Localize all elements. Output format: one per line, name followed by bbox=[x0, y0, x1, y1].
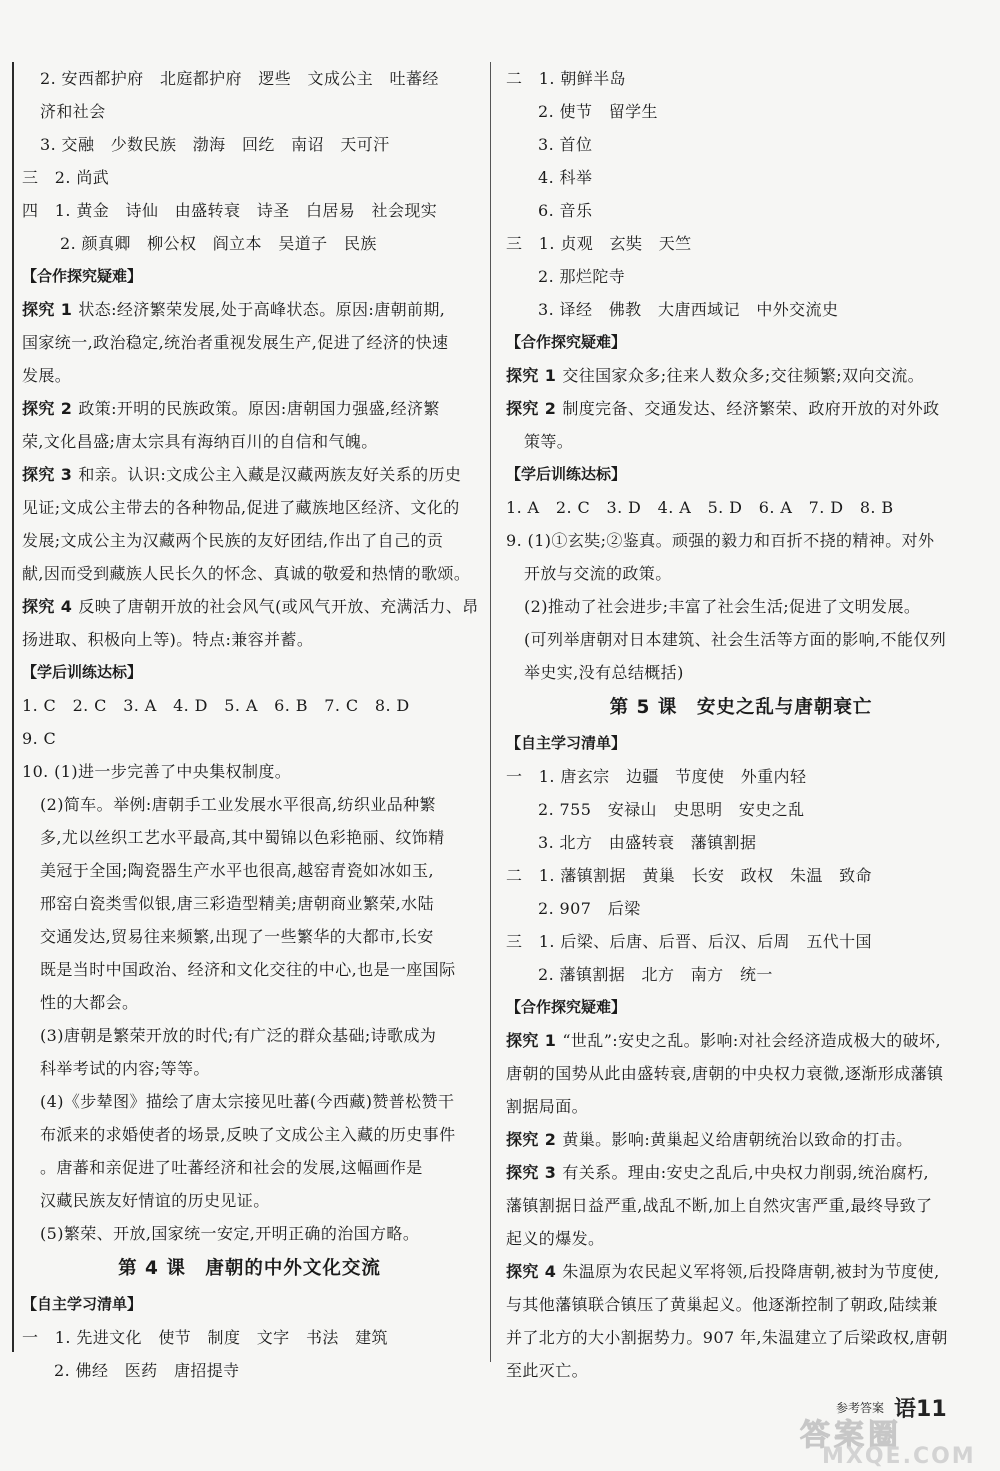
answer-line bbox=[22, 227, 477, 260]
answer-line bbox=[22, 1354, 477, 1387]
line-text: 6. 音乐 bbox=[538, 201, 593, 220]
line-text: 二 1. 朝鲜半岛 bbox=[506, 69, 626, 88]
answer-line bbox=[506, 958, 976, 991]
line-text: 2. 藩镇割据 北方 南方 统一 bbox=[538, 965, 773, 984]
line-text: 交往国家众多;往来人数众多;交往频繁;双向交流。 bbox=[562, 366, 925, 385]
answer-line bbox=[506, 194, 976, 227]
answer-line bbox=[506, 260, 976, 293]
line-text: 政策:开明的民族政策。原因:唐朝国力强盛,经济繁 bbox=[78, 399, 440, 418]
line-text: 有关系。理由:安史之乱后,中央权力削弱,统治腐朽, bbox=[562, 1163, 929, 1182]
answer-line bbox=[506, 623, 976, 656]
line-text: 第 5 课 安史之乱与唐朝衰亡 bbox=[609, 697, 873, 718]
line-text: 布派来的求婚使者的场景,反映了文成公主入藏的历史事件 bbox=[40, 1125, 456, 1144]
line-text: 三 1. 贞观 玄奘 天竺 bbox=[506, 234, 692, 253]
line-text: “世乱”:安史之乱。影响:对社会经济造成极大的破坏, bbox=[562, 1031, 941, 1050]
line-text: 并了北方的大小割据势力。907 年,朱温建立了后梁政权,唐朝 bbox=[506, 1328, 948, 1347]
inquiry-label: 探究 2 bbox=[22, 399, 73, 418]
line-text: 与其他藩镇联合镇压了黄巢起义。他逐渐控制了朝政,陆续兼 bbox=[506, 1295, 938, 1314]
line-text: 1. C 2. C 3. A 4. D 5. A 6. B 7. C 8. D bbox=[22, 696, 410, 715]
answer-line bbox=[22, 62, 477, 95]
answer-line bbox=[22, 425, 477, 458]
line-text: 多,尤以丝织工艺水平最高,其中蜀锦以色彩艳丽、纹饰精 bbox=[40, 828, 445, 847]
line-text: 1. A 2. C 3. D 4. A 5. D 6. A 7. D 8. B bbox=[506, 498, 894, 517]
line-text: 藩镇割据日益严重,战乱不断,加上自然灾害严重,最终导致了 bbox=[506, 1196, 933, 1215]
line-text: 见证;文成公主带去的各种物品,促进了藏族地区经济、文化的 bbox=[22, 498, 460, 517]
answer-line bbox=[22, 458, 477, 491]
line-text: 至此灭亡。 bbox=[506, 1361, 589, 1380]
line-text: 开放与交流的政策。 bbox=[524, 564, 672, 583]
answer-line bbox=[22, 557, 477, 590]
section-tag bbox=[506, 727, 976, 760]
answer-line bbox=[22, 1184, 477, 1217]
line-text: 既是当时中国政治、经济和文化交往的中心,也是一座国际 bbox=[40, 960, 456, 979]
line-text: 交通发达,贸易往来频繁,出现了一些繁华的大都市,长安 bbox=[40, 927, 434, 946]
section-tag bbox=[22, 656, 477, 689]
answer-line bbox=[22, 1118, 477, 1151]
answer-line bbox=[506, 1255, 976, 1288]
line-text: 科举考试的内容;等等。 bbox=[40, 1059, 210, 1078]
answer-line bbox=[22, 128, 477, 161]
answer-line bbox=[22, 986, 477, 1019]
line-text: 状态:经济繁荣发展,处于高峰状态。原因:唐朝前期, bbox=[78, 300, 446, 319]
answer-line bbox=[22, 1085, 477, 1118]
answer-line bbox=[22, 491, 477, 524]
line-text: 举史实,没有总结概括) bbox=[524, 663, 684, 682]
answer-line bbox=[22, 524, 477, 557]
watermark-text: 答案圈 bbox=[800, 1418, 902, 1453]
footer-label: 参考答案 bbox=[836, 1401, 885, 1415]
answer-line bbox=[506, 524, 976, 557]
line-text: 10. (1)进一步完善了中央集权制度。 bbox=[22, 762, 292, 781]
answer-line bbox=[506, 425, 976, 458]
section-tag bbox=[22, 260, 477, 293]
line-text: 反映了唐朝开放的社会风气(或风气开放、充满活力、昂 bbox=[78, 597, 479, 616]
right-column bbox=[506, 62, 976, 1387]
answer-line bbox=[22, 194, 477, 227]
answer-line bbox=[22, 920, 477, 953]
answer-line bbox=[506, 161, 976, 194]
answer-line bbox=[22, 590, 477, 623]
line-text: 二 1. 藩镇割据 黄巢 长安 政权 朱温 致命 bbox=[506, 866, 872, 885]
answer-line bbox=[22, 95, 477, 128]
answer-line bbox=[506, 590, 976, 623]
line-text: 美冠于全国;陶瓷器生产水平也很高,越窑青瓷如冰如玉, bbox=[40, 861, 434, 880]
line-text: 一 1. 先进文化 使节 制度 文字 书法 建筑 bbox=[22, 1328, 388, 1347]
inquiry-label: 探究 1 bbox=[22, 300, 73, 319]
line-text: (3)唐朝是繁荣开放的时代;有广泛的群众基础;诗歌成为 bbox=[40, 1026, 437, 1045]
answer-line bbox=[22, 326, 477, 359]
line-text: (4)《步辇图》描绘了唐太宗接见吐蕃(今西藏)赞普松赞干 bbox=[40, 1092, 455, 1111]
column-divider bbox=[490, 62, 491, 1362]
line-text: 扬进取、积极向上等)。特点:兼容并蓄。 bbox=[22, 630, 314, 649]
line-text: 9. (1)①玄奘;②鉴真。顽强的毅力和百折不挠的精神。对外 bbox=[506, 531, 935, 550]
answer-line bbox=[22, 689, 477, 722]
line-text: 4. 科举 bbox=[538, 168, 593, 187]
answer-line bbox=[506, 793, 976, 826]
line-text: 三 2. 尚武 bbox=[22, 168, 110, 187]
line-text: 2. 使节 留学生 bbox=[538, 102, 658, 121]
answer-line bbox=[506, 826, 976, 859]
left-column bbox=[22, 62, 477, 1387]
line-text: 第 4 课 唐朝的中外文化交流 bbox=[118, 1258, 381, 1279]
line-text: 制度完备、交通发达、经济繁荣、政府开放的对外政 bbox=[562, 399, 940, 418]
answer-line bbox=[22, 722, 477, 755]
line-text: (5)繁荣、开放,国家统一安定,开明正确的治国方略。 bbox=[40, 1224, 420, 1243]
answer-line bbox=[506, 1024, 976, 1057]
line-text: 3. 首位 bbox=[538, 135, 593, 154]
inquiry-label: 探究 1 bbox=[506, 1031, 557, 1050]
page-number: 语11 bbox=[894, 1397, 947, 1422]
line-text: 2. 907 后梁 bbox=[538, 899, 641, 918]
line-text: 2. 755 安禄山 史思明 安史之乱 bbox=[538, 800, 805, 819]
inquiry-label: 探究 3 bbox=[506, 1163, 557, 1182]
answer-line bbox=[22, 161, 477, 194]
answer-line bbox=[506, 1354, 976, 1387]
line-text: 荣,文化昌盛;唐太宗具有海纳百川的自信和气魄。 bbox=[22, 432, 378, 451]
line-text: 朱温原为农民起义军将领,后投降唐朝,被封为节度使, bbox=[562, 1262, 940, 1281]
answer-line bbox=[506, 859, 976, 892]
line-text: 【合作探究疑难】 bbox=[506, 998, 627, 1016]
answer-line bbox=[506, 1189, 976, 1222]
line-text: 2. 颜真卿 柳公权 阎立本 吴道子 民族 bbox=[60, 234, 377, 253]
answer-line bbox=[506, 1222, 976, 1255]
line-text: 汉藏民族友好情谊的历史见证。 bbox=[40, 1191, 270, 1210]
answer-line bbox=[506, 1090, 976, 1123]
answer-line bbox=[22, 788, 477, 821]
line-text: 唐朝的国势从此由盛转衰,唐朝的中央权力衰微,逐渐形成藩镇 bbox=[506, 1064, 944, 1083]
line-text: 邢窑白瓷类雪似银,唐三彩造型精美;唐朝商业繁荣,水陆 bbox=[40, 894, 434, 913]
answer-line bbox=[22, 953, 477, 986]
lesson-heading bbox=[22, 1250, 477, 1288]
line-text: 【合作探究疑难】 bbox=[22, 267, 143, 285]
answer-line bbox=[506, 1321, 976, 1354]
line-text: 割据局面。 bbox=[506, 1097, 589, 1116]
inquiry-label: 探究 4 bbox=[506, 1262, 557, 1281]
answer-line bbox=[506, 1123, 976, 1156]
answer-line bbox=[22, 854, 477, 887]
line-text: 3. 译经 佛教 大唐西域记 中外交流史 bbox=[538, 300, 839, 319]
answer-line bbox=[22, 1217, 477, 1250]
answer-line bbox=[506, 1288, 976, 1321]
answer-line bbox=[22, 1321, 477, 1354]
watermark-logo bbox=[800, 1410, 990, 1468]
answer-line bbox=[22, 755, 477, 788]
line-text: 四 1. 黄金 诗仙 由盛转衰 诗圣 白居易 社会现实 bbox=[22, 201, 438, 220]
line-text: 献,因而受到藏族人民长久的怀念、真诚的敬爱和热情的歌颂。 bbox=[22, 564, 471, 583]
line-text: 起义的爆发。 bbox=[506, 1229, 605, 1248]
inquiry-label: 探究 2 bbox=[506, 1130, 557, 1149]
answer-line bbox=[506, 892, 976, 925]
line-text: 策等。 bbox=[524, 432, 574, 451]
answer-line bbox=[506, 359, 976, 392]
section-tag bbox=[506, 326, 976, 359]
answer-line bbox=[506, 1057, 976, 1090]
answer-line bbox=[506, 925, 976, 958]
line-text: 发展;文成公主为汉藏两个民族的友好团结,作出了自己的贡 bbox=[22, 531, 444, 550]
line-text: 发展。 bbox=[22, 366, 72, 385]
answer-line bbox=[506, 557, 976, 590]
answer-line bbox=[506, 293, 976, 326]
line-text: (可列举唐朝对日本建筑、社会生活等方面的影响,不能仅列 bbox=[524, 630, 947, 649]
line-text: 三 1. 后梁、后唐、后晋、后汉、后周 五代十国 bbox=[506, 932, 872, 951]
answer-line bbox=[506, 1156, 976, 1189]
line-text: 【合作探究疑难】 bbox=[506, 333, 627, 351]
line-text: 【自主学习清单】 bbox=[506, 734, 627, 752]
line-text: 9. C bbox=[22, 729, 57, 748]
answer-line bbox=[506, 491, 976, 524]
line-text: 2. 佛经 医药 唐招提寺 bbox=[54, 1361, 240, 1380]
inquiry-label: 探究 3 bbox=[22, 465, 73, 484]
watermark-url: MXQE.COM bbox=[822, 1444, 976, 1469]
line-text: 国家统一,政治稳定,统治者重视发展生产,促进了经济的快速 bbox=[22, 333, 449, 352]
answer-line bbox=[22, 1151, 477, 1184]
inquiry-label: 探究 4 bbox=[22, 597, 73, 616]
answer-line bbox=[506, 128, 976, 161]
answer-line bbox=[22, 359, 477, 392]
inquiry-label: 探究 1 bbox=[506, 366, 557, 385]
line-text: 黄巢。影响:黄巢起义给唐朝统治以致命的打击。 bbox=[562, 1130, 913, 1149]
section-tag bbox=[22, 1288, 477, 1321]
answer-line bbox=[22, 1019, 477, 1052]
line-text: 性的大都会。 bbox=[40, 993, 139, 1012]
answer-line bbox=[22, 293, 477, 326]
line-text: 一 1. 唐玄宗 边疆 节度使 外重内轻 bbox=[506, 767, 807, 786]
line-text: 【学后训练达标】 bbox=[22, 663, 143, 681]
section-tag bbox=[506, 458, 976, 491]
answer-line bbox=[506, 95, 976, 128]
line-text: 3. 北方 由盛转衰 藩镇割据 bbox=[538, 833, 757, 852]
line-text: 2. 安西都护府 北庭都护府 逻些 文成公主 吐蕃经 bbox=[40, 69, 439, 88]
line-text: 济和社会 bbox=[40, 102, 106, 121]
lesson-heading bbox=[506, 689, 976, 727]
answer-line bbox=[506, 392, 976, 425]
answer-line bbox=[506, 227, 976, 260]
answer-line bbox=[506, 656, 976, 689]
line-text: (2)推动了社会进步;丰富了社会生活;促进了文明发展。 bbox=[524, 597, 921, 616]
line-text: 2. 那烂陀寺 bbox=[538, 267, 626, 286]
section-tag bbox=[506, 991, 976, 1024]
answer-line bbox=[22, 821, 477, 854]
line-text: 【学后训练达标】 bbox=[506, 465, 627, 483]
line-text: (2)简车。举例:唐朝手工业发展水平很高,纺织业品种繁 bbox=[40, 795, 436, 814]
answer-line bbox=[22, 1052, 477, 1085]
page-edge-line bbox=[12, 62, 14, 1352]
inquiry-label: 探究 2 bbox=[506, 399, 557, 418]
answer-line bbox=[22, 887, 477, 920]
answer-line bbox=[22, 623, 477, 656]
answer-line bbox=[22, 392, 477, 425]
line-text: 和亲。认识:文成公主入藏是汉藏两族友好关系的历史 bbox=[78, 465, 462, 484]
answer-line bbox=[506, 760, 976, 793]
line-text: 。唐蕃和亲促进了吐蕃经济和社会的发展,这幅画作是 bbox=[40, 1158, 423, 1177]
line-text: 【自主学习清单】 bbox=[22, 1295, 143, 1313]
answer-line bbox=[506, 62, 976, 95]
line-text: 3. 交融 少数民族 渤海 回纥 南诏 天可汗 bbox=[40, 135, 390, 154]
